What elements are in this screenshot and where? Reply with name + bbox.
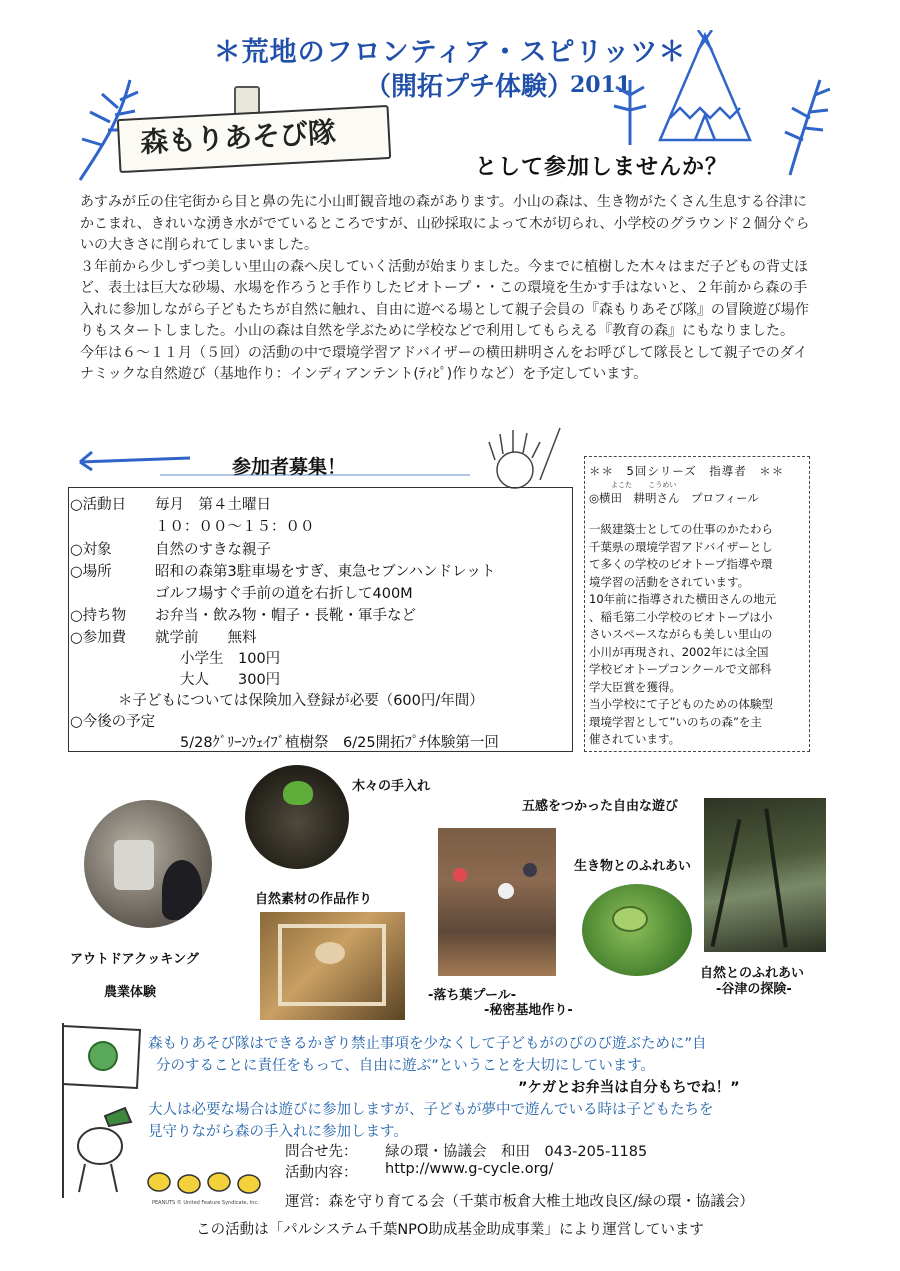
intro-paragraph-1: あすみが丘の住宅街から目と鼻の先に小山町観音地の森があります。小山の森は、生き物がたくさん生息する谷津にかこまれ、きれいな湧き水がでているところですが、山砂採取によって木が切られ、小学校のグラウンド２個分ぐらいの大きさに削られてしまいました。 <box>80 194 810 253</box>
profile-line: 一級建築士としての仕事のかたわら <box>589 522 773 536</box>
profile-line: 環境学習として”いのちの森”を主 <box>589 714 762 729</box>
main-title: ＊荒地のフロンティア・スピリッツ＊ <box>213 37 687 68</box>
caption-creatures: 生き物とのふれあい <box>574 859 692 874</box>
fee-elementary: 小学生 100円 <box>180 651 281 667</box>
caption-trees: 木々の手入れ <box>352 779 431 794</box>
message-line: 森もりあそび隊はできるかぎり禁止事項を少なくして子どもがのびのび遊ぶために”自 <box>148 1036 707 1052</box>
caption-farming: 農業体験 <box>104 985 157 1000</box>
target-label: ○対象 <box>70 542 112 558</box>
time-value: １０：００～１５：００ <box>155 519 315 535</box>
message-slogan: ”ケガとお弁当は自分もちでね！” <box>518 1080 740 1096</box>
profile-line: 学校ビオトープコンクールで文部科 <box>589 662 772 676</box>
recruit-title: 参加者募集！ <box>232 456 347 478</box>
profile-line: 当小学校にて子どものための体験型 <box>589 697 773 711</box>
caption-crafts: 自然素材の作品作り <box>255 892 373 907</box>
place-value-2: ゴルフ場すぐ手前の道を右折して400M <box>155 586 413 602</box>
policy-message <box>148 1033 828 1143</box>
instructor-profile <box>584 456 810 752</box>
activity-label: 活動内容： <box>285 1165 358 1181</box>
profile-line: 千葉県の環境学習アドバイザーとし <box>589 539 773 554</box>
plan-value: 5/28ｸﾞﾘｰﾝｳｪｲﾌﾞ植樹祭 6/25開拓ﾌﾟﾁ体験第一回 <box>180 735 499 751</box>
subtitle: （開拓プチ体験） <box>365 72 574 102</box>
bring-label: ○持ち物 <box>70 608 127 624</box>
caption-secret-base: -秘密基地作り- <box>484 1003 573 1018</box>
profile-line: 、稲毛第二小学校のビオトープは小 <box>589 609 773 624</box>
profile-line: 学大臣賞を獲得。 <box>589 679 681 694</box>
frog-photo <box>582 884 692 976</box>
caption-nature: 自然とのふれあい <box>700 966 805 981</box>
leaf-pool-photo <box>438 828 556 976</box>
profile-line: 10年前に指導された横田さんの地元 <box>589 592 777 606</box>
place-label: ○場所 <box>70 564 112 580</box>
name-ruby: よこた こうめい <box>611 480 677 489</box>
teepee-icon <box>650 30 760 145</box>
forest-photo <box>704 798 826 952</box>
profile-line: 催されています。 <box>589 732 681 746</box>
inquiry-label: 問合せ先： <box>285 1144 358 1160</box>
intro-paragraph-3: 今年は６～１１月（５回）の活動の中で環境学習アドバイザーの横田耕明さんをお呼びして隊長として親子でのダイナミックな自然遊び（基地作り：インディアンテント(ﾃｨﾋﾟ)作りなど）を予定しています。 <box>80 344 808 382</box>
message-line: 見守りながら森の手入れに参加します。 <box>148 1124 408 1140</box>
caption-cooking: アウトドアクッキング <box>70 952 199 967</box>
snoopy-flag-icon <box>55 1018 145 1203</box>
group-name-sign: 森もりあそび隊 <box>139 115 337 160</box>
plan-label: ○今後の予定 <box>70 714 156 730</box>
copyright-notice: PEANUTS © United Feature Syndicate, Inc. <box>152 1200 259 1206</box>
profile-line: 境学習の活動をされています。 <box>589 574 750 589</box>
tree-care-photo <box>245 765 349 869</box>
insurance-note: ＊子どもについては保険加入登録が必要（600円/年間） <box>118 693 484 709</box>
profile-name: ◎横田 耕明さん プロフィール <box>589 490 759 505</box>
leaf-far-right-icon <box>770 70 850 180</box>
caption-valley: -谷津の探険- <box>716 982 792 997</box>
profile-line: て多くの学校のビオトープ指導や環 <box>589 557 773 571</box>
profile-header: ＊＊ 5回シリーズ 指導者 ＊＊ <box>589 464 785 478</box>
bring-value: お弁当・飲み物・帽子・長靴・軍手など <box>155 608 416 624</box>
fee-preschool: 就学前 無料 <box>155 630 257 646</box>
target-value: 自然のすきな親子 <box>155 542 271 558</box>
place-value-1: 昭和の森第3駐車場をすぎ、東急セブンハンドレット <box>155 564 496 580</box>
footer-note: この活動は「パルシステム千葉NPO助成基金助成事業」により運営しています <box>196 1222 704 1238</box>
operator: 運営：森を守り育てる会（千葉市板倉大椎土地改良区/緑の環・協議会） <box>285 1194 754 1210</box>
inquiry-value: 緑の環・協議会 和田 043-205-1185 <box>385 1144 648 1160</box>
profile-line: さいスペースながらも美しい里山の <box>589 627 773 641</box>
fee-label: ○参加費 <box>70 630 127 646</box>
intro-paragraph-2: ３年前から少しずつ美しい里山の森へ戻していく活動が始まりました。今までに植樹した木々はまだ子どもの背丈ほど、表土は巨大な砂場、水場を作ろうと手作りしたビオトープ・・この環境を生かす手はないと、２年前から森の手入れに参加しながら子どもたちが自然に触れ、自由に遊べる場として親子会員の『森もりあそび隊』の冒険遊び場作りもスタートしました。小山の森は自然を学ぶために学校などで利用してもらえる『教育の森』にもなりました。 <box>80 258 809 339</box>
message-line: 分のすることに責任をもって、自由に遊ぶ”ということを大切にしています。 <box>156 1058 656 1074</box>
fee-adult: 大人 300円 <box>180 672 281 688</box>
crafts-photo <box>260 912 405 1020</box>
headline: として参加しませんか？ <box>475 155 729 180</box>
profile-body <box>589 521 805 749</box>
caption-leaf-pool: -落ち葉プール- <box>428 988 517 1003</box>
child-headdress-icon <box>470 420 570 490</box>
intro-text <box>80 192 820 386</box>
profile-line: 小川が再現され、2002年には全国 <box>589 644 769 659</box>
year-label: 2011 <box>570 72 632 98</box>
message-line: 大人は必要な場合は遊びに参加しますが、子どもが夢中で遊んでいる時は子どもたちを <box>148 1102 714 1118</box>
cooking-photo <box>84 800 212 928</box>
schedule-value: 毎月 第４土曜日 <box>155 497 271 513</box>
caption-five-senses: 五感をつかった自由な遊び <box>522 799 679 814</box>
schedule-label: ○活動日 <box>70 497 127 513</box>
woodstock-icon <box>145 1160 270 1198</box>
website-link[interactable]: http://www.g-cycle.org/ <box>385 1161 554 1177</box>
